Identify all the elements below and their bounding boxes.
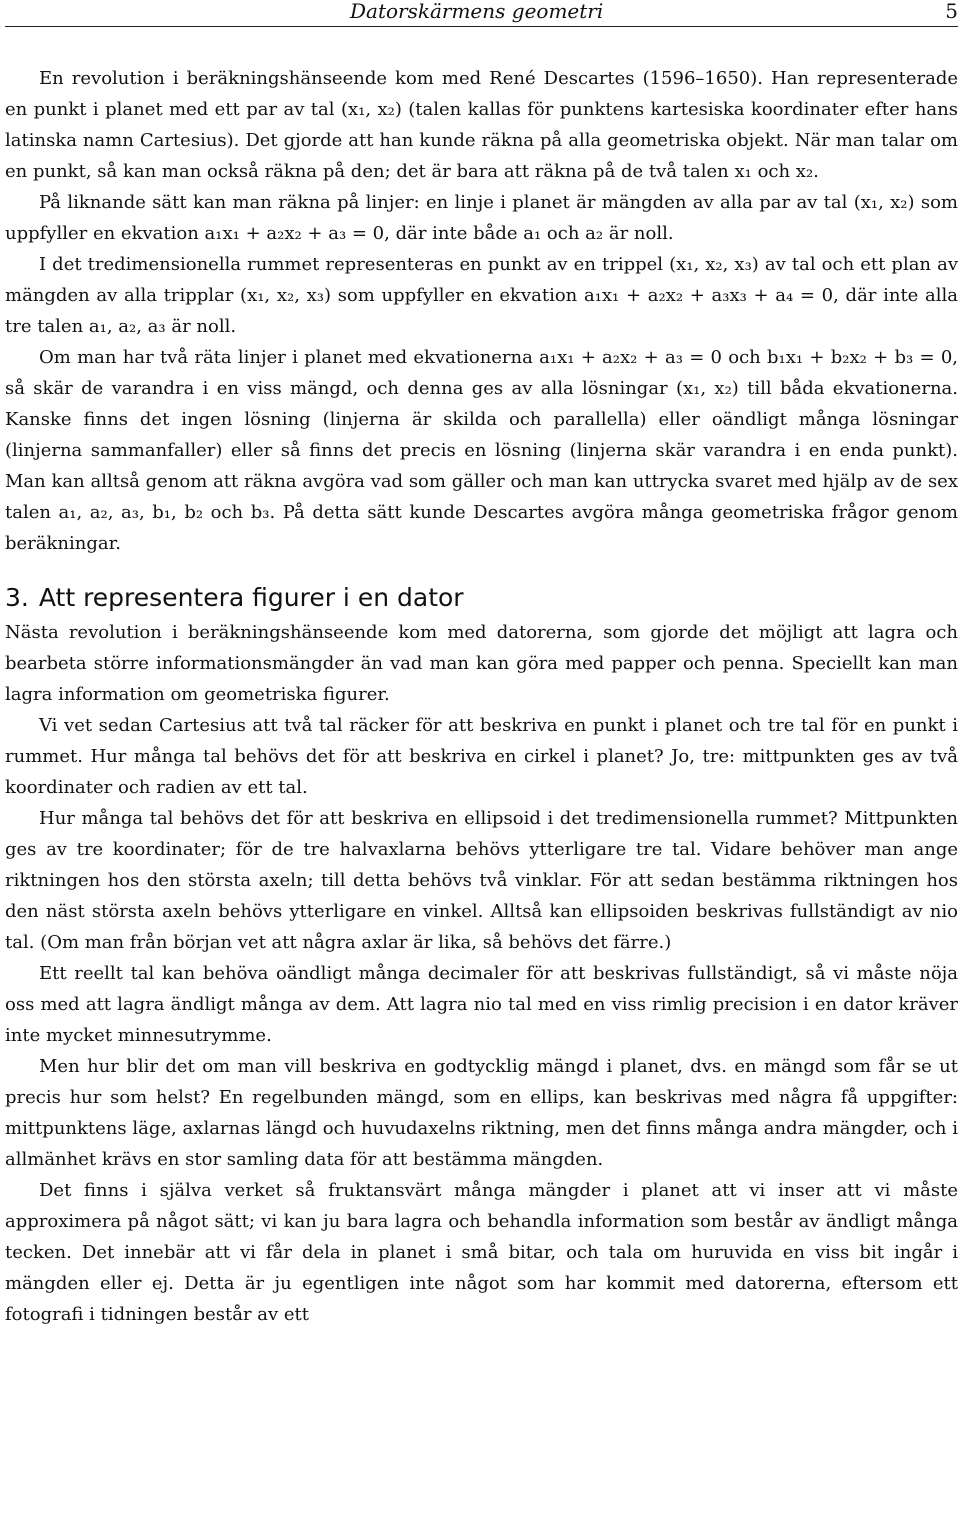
paragraph: Vi vet sedan Cartesius att två tal räcker för att beskriva en punkt i planet och tre tal för en punkt i rummet. Hur många tal behövs det för att beskriva en cirkel i planet? Jo, tre: mittpunkten ges av två koordinater och radien av ett tal. xyxy=(5,715,958,798)
paragraph: På liknande sätt kan man räkna på linjer: en linje i planet är mängden av alla par av tal (x₁, x₂) som uppfyller en ekvation a₁x₁ + a₂x₂ + a₃ = 0, där inte både a₁ och a₂ är noll. xyxy=(5,192,958,244)
body-text xyxy=(5,63,958,1330)
running-header xyxy=(5,0,958,27)
section-title: Att representera figurer i en dator xyxy=(38,583,464,612)
running-title: Datorskärmens geometri xyxy=(350,0,604,23)
section-heading xyxy=(5,581,958,615)
paragraph: Men hur blir det om man vill beskriva en godtycklig mängd i planet, dvs. en mängd som får se ut precis hur som helst? En regelbunden mängd, som en ellips, kan beskrivas med några få uppgifter: mittpunktens läge, axlarnas längd och huvudaxelns riktning, men det finns många andra mängder, och i allmänhet krävs en stor samling data för att bestämma mängden. xyxy=(5,1056,958,1170)
paragraph: Om man har två räta linjer i planet med ekvationerna a₁x₁ + a₂x₂ + a₃ = 0 och b₁x₁ + b₂x₂ + b₃ = 0, så skär de varandra i en viss mängd, och denna ges av alla lösningar (x₁, x₂) till båda ekvationerna. Kanske finns det ingen lösning (linjerna är skilda och parallella) eller oändligt många lösningar (linjerna sammanfaller) eller så finns det precis en lösning (linjerna skär varandra i en enda punkt). Man kan alltså genom att räkna avgöra vad som gäller och man kan uttrycka svaret med hjälp av de sex talen a₁, a₂, a₃, b₁, b₂ och b₃. På detta sätt kunde Descartes avgöra många geometriska frågor genom beräkningar. xyxy=(5,347,958,554)
paragraph: Hur många tal behövs det för att beskriva en ellipsoid i det tredimensionella rummet? Mittpunkten ges av tre koordinater; för de tre halvaxlarna behövs ytterligare tre tal. Vidare behöver man ange riktningen hos den största axeln; till detta behövs två vinklar. För att sedan bestämma riktningen hos den näst största axeln behövs ytterligare en vinkel. Alltså kan ellipsoiden beskrivas fullständigt av nio tal. (Om man från början vet att några axlar är lika, så behövs det färre.) xyxy=(5,808,958,953)
paragraph: Ett reellt tal kan behöva oändligt många decimaler för att beskrivas fullständigt, så vi måste nöja oss med att lagra ändligt många av dem. Att lagra nio tal med en viss rimlig precision i en dator kräver inte mycket minnesutrymme. xyxy=(5,963,958,1046)
section-number: 3. xyxy=(5,583,29,612)
paragraph: I det tredimensionella rummet representeras en punkt av en trippel (x₁, x₂, x₃) av tal och ett plan av mängden av alla tripplar (x₁, x₂, x₃) som uppfyller en ekvation a₁x₁ + a₂x₂ + a₃x₃ + a₄ = 0, där inte alla tre talen a₁, a₂, a₃ är noll. xyxy=(5,254,958,337)
paragraph: En revolution i beräkningshänseende kom med René Descartes (1596–1650). Han representerade en punkt i planet med ett par av tal (x₁, x₂) (talen kallas för punktens kartesiska koordinater efter hans latinska namn Cartesius). Det gjorde att han kunde räkna på alla geometriska objekt. När man talar om en punkt, så kan man också räkna på den; det är bara att räkna på de två talen x₁ och x₂. xyxy=(5,68,958,182)
page-number: 5 xyxy=(945,0,958,23)
paragraph: Nästa revolution i beräkningshänseende kom med datorerna, som gjorde det möjligt att lagra och bearbeta större informationsmängder än vad man kan göra med papper och penna. Speciellt kan man lagra information om geometriska figurer. xyxy=(5,622,958,705)
paragraph: Det finns i själva verket så fruktansvärt många mängder i planet att vi inser att vi måste approximera på något sätt; vi kan ju bara lagra och behandla information som består av ändligt många tecken. Det innebär att vi får dela in planet i små bitar, och tala om huruvida en viss bit ingår i mängden eller ej. Detta är ju egentligen inte något som har kommit med datorerna, eftersom ett fotografi i tidningen består av ett xyxy=(5,1180,958,1325)
